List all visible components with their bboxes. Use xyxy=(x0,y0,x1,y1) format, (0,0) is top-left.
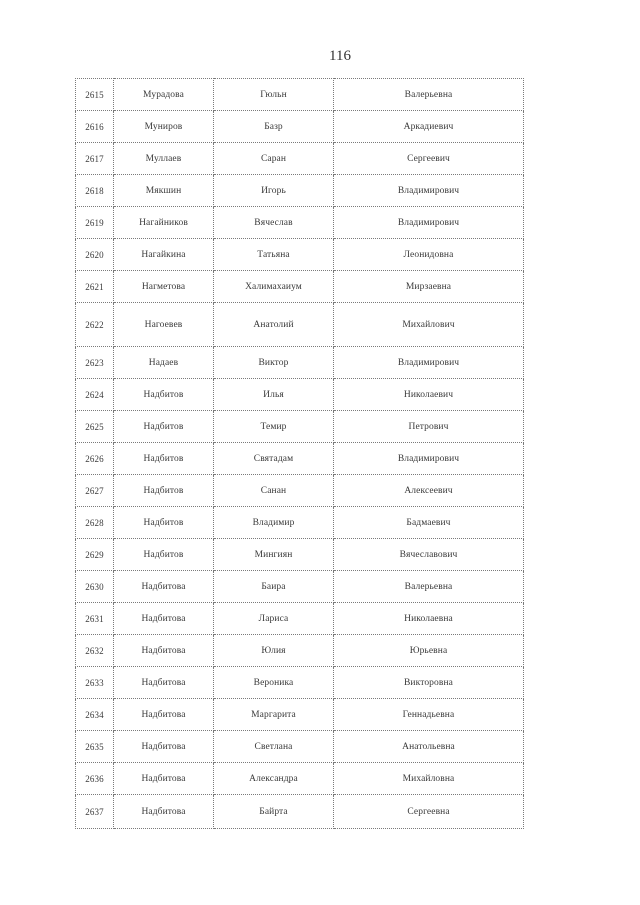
table-row xyxy=(76,539,524,571)
table-row xyxy=(76,667,524,699)
row-number: 2631 xyxy=(76,603,114,635)
row-number: 2618 xyxy=(76,175,114,207)
patronymic-cell: Петрович xyxy=(334,411,524,443)
row-number: 2635 xyxy=(76,731,114,763)
first-name-cell: Татьяна xyxy=(214,239,334,271)
table-row xyxy=(76,379,524,411)
table-row xyxy=(76,699,524,731)
first-name-cell: Базр xyxy=(214,111,334,143)
last-name-cell: Надбитова xyxy=(114,795,214,829)
row-number: 2624 xyxy=(76,379,114,411)
row-number: 2633 xyxy=(76,667,114,699)
table-row xyxy=(76,443,524,475)
first-name-cell: Виктор xyxy=(214,347,334,379)
patronymic-cell: Юрьевна xyxy=(334,635,524,667)
last-name-cell: Нагоевев xyxy=(114,303,214,347)
row-number: 2636 xyxy=(76,763,114,795)
row-number: 2634 xyxy=(76,699,114,731)
patronymic-cell: Сергеевна xyxy=(334,795,524,829)
last-name-cell: Надбитов xyxy=(114,539,214,571)
patronymic-cell: Вячеславович xyxy=(334,539,524,571)
table-row xyxy=(76,731,524,763)
first-name-cell: Илья xyxy=(214,379,334,411)
patronymic-cell: Валерьевна xyxy=(334,571,524,603)
first-name-cell: Александра xyxy=(214,763,334,795)
patronymic-cell: Леонидовна xyxy=(334,239,524,271)
table-row xyxy=(76,795,524,829)
row-number: 2620 xyxy=(76,239,114,271)
table-row xyxy=(76,507,524,539)
last-name-cell: Надбитова xyxy=(114,731,214,763)
row-number: 2619 xyxy=(76,207,114,239)
row-number: 2630 xyxy=(76,571,114,603)
table-row xyxy=(76,111,524,143)
last-name-cell: Надбитов xyxy=(114,379,214,411)
last-name-cell: Мурадова xyxy=(114,79,214,111)
table-row xyxy=(76,239,524,271)
patronymic-cell: Сергеевич xyxy=(334,143,524,175)
first-name-cell: Саран xyxy=(214,143,334,175)
row-number: 2625 xyxy=(76,411,114,443)
first-name-cell: Халимахаиум xyxy=(214,271,334,303)
last-name-cell: Надаев xyxy=(114,347,214,379)
first-name-cell: Маргарита xyxy=(214,699,334,731)
row-number: 2627 xyxy=(76,475,114,507)
patronymic-cell: Николаевна xyxy=(334,603,524,635)
patronymic-cell: Бадмаевич xyxy=(334,507,524,539)
last-name-cell: Надбитова xyxy=(114,571,214,603)
table-row xyxy=(76,571,524,603)
last-name-cell: Надбитова xyxy=(114,667,214,699)
first-name-cell: Вячеслав xyxy=(214,207,334,239)
last-name-cell: Надбитова xyxy=(114,763,214,795)
last-name-cell: Надбитов xyxy=(114,443,214,475)
table-row xyxy=(76,271,524,303)
row-number: 2626 xyxy=(76,443,114,475)
row-number: 2616 xyxy=(76,111,114,143)
last-name-cell: Надбитов xyxy=(114,411,214,443)
last-name-cell: Нагметова xyxy=(114,271,214,303)
register-table-body xyxy=(76,79,524,829)
table-row xyxy=(76,175,524,207)
patronymic-cell: Николаевич xyxy=(334,379,524,411)
last-name-cell: Нагайкина xyxy=(114,239,214,271)
row-number: 2637 xyxy=(76,795,114,829)
first-name-cell: Баира xyxy=(214,571,334,603)
table-row xyxy=(76,603,524,635)
last-name-cell: Надбитова xyxy=(114,635,214,667)
row-number: 2621 xyxy=(76,271,114,303)
first-name-cell: Владимир xyxy=(214,507,334,539)
table-row xyxy=(76,79,524,111)
first-name-cell: Анатолий xyxy=(214,303,334,347)
patronymic-cell: Михайлович xyxy=(334,303,524,347)
first-name-cell: Темир xyxy=(214,411,334,443)
first-name-cell: Байрта xyxy=(214,795,334,829)
first-name-cell: Вероника xyxy=(214,667,334,699)
row-number: 2615 xyxy=(76,79,114,111)
first-name-cell: Святадам xyxy=(214,443,334,475)
patronymic-cell: Владимирович xyxy=(334,443,524,475)
first-name-cell: Светлана xyxy=(214,731,334,763)
first-name-cell: Мингиян xyxy=(214,539,334,571)
table-row xyxy=(76,347,524,379)
last-name-cell: Надбитов xyxy=(114,507,214,539)
row-number: 2632 xyxy=(76,635,114,667)
register-table xyxy=(75,78,524,829)
patronymic-cell: Аркадиевич xyxy=(334,111,524,143)
last-name-cell: Надбитов xyxy=(114,475,214,507)
first-name-cell: Лариса xyxy=(214,603,334,635)
first-name-cell: Гюльн xyxy=(214,79,334,111)
patronymic-cell: Владимирович xyxy=(334,175,524,207)
last-name-cell: Муллаев xyxy=(114,143,214,175)
table-row xyxy=(76,635,524,667)
last-name-cell: Надбитова xyxy=(114,699,214,731)
patronymic-cell: Алексеевич xyxy=(334,475,524,507)
last-name-cell: Нагайников xyxy=(114,207,214,239)
row-number: 2628 xyxy=(76,507,114,539)
table-row xyxy=(76,143,524,175)
patronymic-cell: Владимирович xyxy=(334,207,524,239)
patronymic-cell: Владимирович xyxy=(334,347,524,379)
first-name-cell: Игорь xyxy=(214,175,334,207)
table-row xyxy=(76,303,524,347)
last-name-cell: Надбитова xyxy=(114,603,214,635)
row-number: 2623 xyxy=(76,347,114,379)
table-row xyxy=(76,411,524,443)
first-name-cell: Юлия xyxy=(214,635,334,667)
table-row xyxy=(76,207,524,239)
table-row xyxy=(76,763,524,795)
patronymic-cell: Анатольевна xyxy=(334,731,524,763)
patronymic-cell: Михайловна xyxy=(334,763,524,795)
row-number: 2617 xyxy=(76,143,114,175)
page-number: 116 xyxy=(329,48,351,64)
patronymic-cell: Валерьевна xyxy=(334,79,524,111)
patronymic-cell: Викторовна xyxy=(334,667,524,699)
table-row xyxy=(76,475,524,507)
row-number: 2622 xyxy=(76,303,114,347)
row-number: 2629 xyxy=(76,539,114,571)
last-name-cell: Муниров xyxy=(114,111,214,143)
patronymic-cell: Мирзаевна xyxy=(334,271,524,303)
last-name-cell: Мякшин xyxy=(114,175,214,207)
patronymic-cell: Геннадьевна xyxy=(334,699,524,731)
first-name-cell: Санан xyxy=(214,475,334,507)
